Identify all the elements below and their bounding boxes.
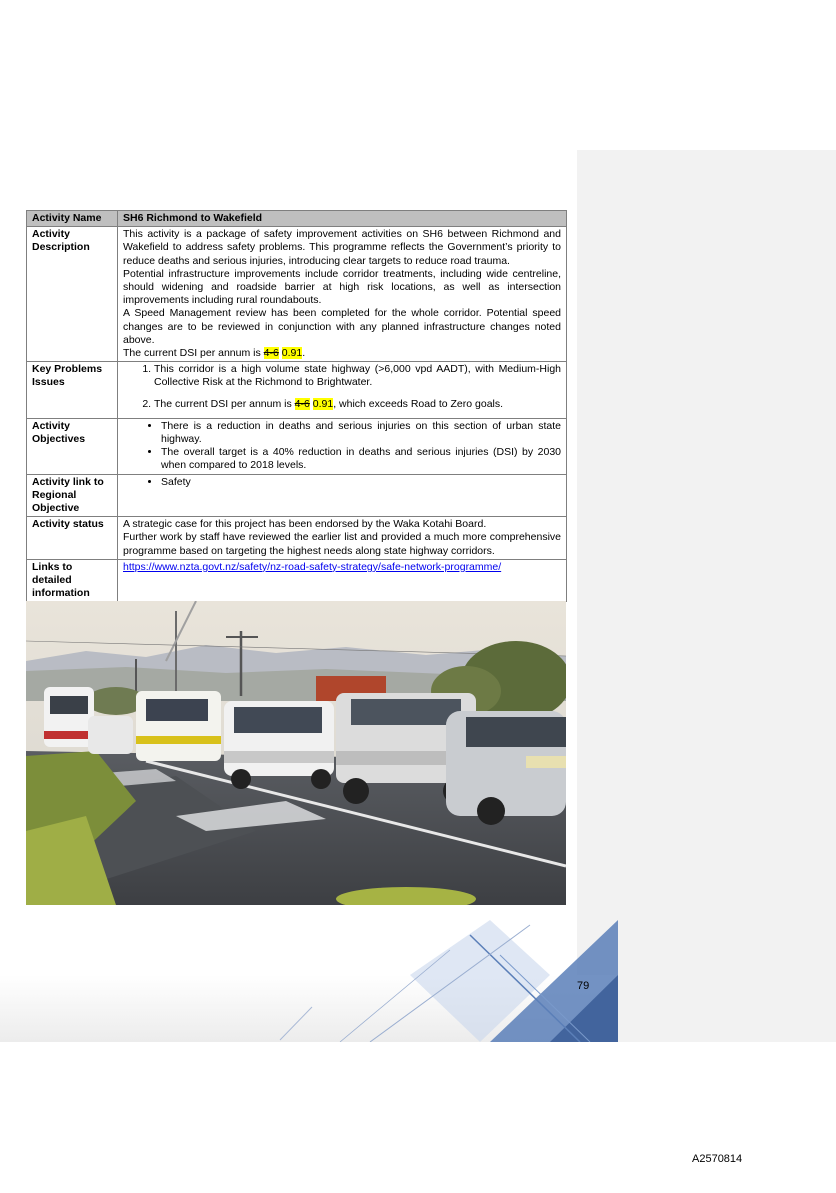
objectives-label: Activity Objectives [27,418,118,474]
table-row [27,559,567,602]
list-item: • There is a reduction in deaths and serious injuries on this section of urban state highway. [161,420,561,446]
status-paragraph: Further work by staff have reviewed the earlier list and provided a much more comprehensive programme based on targeting the highest needs along state highway corridors. [123,531,561,557]
description-paragraph: This activity is a package of safety improvement activities on SH6 between Richmond and Wakefield to address safety problems. This programme reflects the Government’s priority to reduce deaths and serious injuries, introducing clear targets to reduce road trauma. [123,228,561,267]
dsi-statement [123,347,561,360]
dsi-suffix: . [302,347,306,360]
table-row [27,362,567,419]
activity-name-value: SH6 Richmond to Wakefield [118,211,567,227]
table-row [27,517,567,560]
status-cell [118,517,567,560]
activity-table [26,210,567,602]
description-paragraph: Potential infrastructure improvements include corridor treatments, including wide centreline, should widening and roadside barrier at high risk locations, as well as intersection improvements including rural roundabouts. [123,267,561,307]
traffic-photo [26,601,566,905]
footer-decoration [250,915,620,1042]
description-paragraph: A Speed Management review has been completed for the whole corridor. Potential speed changes are to be reviewed in conjunction with any planned infrastructure changes noted above. [123,307,561,346]
problems-label: Key Problems Issues [27,362,118,419]
dsi-prefix: The current DSI per annum is [123,347,264,360]
table-row [27,227,567,362]
activity-name-label: Activity Name [27,211,118,227]
description-cell [118,227,567,362]
info-link[interactable]: https://www.nzta.govt.nz/safety/nz-road-safety-strategy/safe-network-programme/ [123,560,502,573]
problem-suffix: , which exceeds Road to Zero goals. [333,397,504,410]
description-label: Activity Description [27,227,118,362]
inserted-value: 0.91 [312,397,334,410]
table-row [27,211,567,227]
list-item: • The overall target is a 40% reduction in deaths and serious injuries (DSI) by 2030 when compared to 2018 levels. [161,446,561,472]
document-id: A2570814 [692,1153,743,1165]
inserted-value: 0.91 [281,347,303,360]
status-paragraph: A strategic case for this project has been endorsed by the Waka Kotahi Board. [123,518,487,531]
traffic-photo-illustration [26,601,566,905]
links-cell [118,559,567,602]
table-row [27,418,567,474]
links-label: Links to detailed information [27,559,118,602]
regional-list [123,476,561,489]
objectives-list [123,420,561,473]
deleted-value: 4-6 [263,347,279,360]
comment-pane [577,150,836,1042]
problems-list [123,363,561,411]
objectives-cell [118,418,567,474]
list-item [154,398,561,411]
regional-label: Activity link to Regional Objective [27,474,118,517]
problems-cell [118,362,567,419]
regional-cell [118,474,567,517]
list-item: 1. This corridor is a high volume state highway (>6,000 vpd AADT), with Medium-High Collective Risk at the Richmond to Brightwater. [154,363,561,389]
table-row [27,474,567,517]
status-label: Activity status [27,517,118,560]
deleted-value: 4-6 [294,397,310,410]
page-number: 79 [577,980,590,992]
dsi-prefix: The current DSI per annum is [154,397,295,410]
list-item: • Safety [161,476,561,489]
